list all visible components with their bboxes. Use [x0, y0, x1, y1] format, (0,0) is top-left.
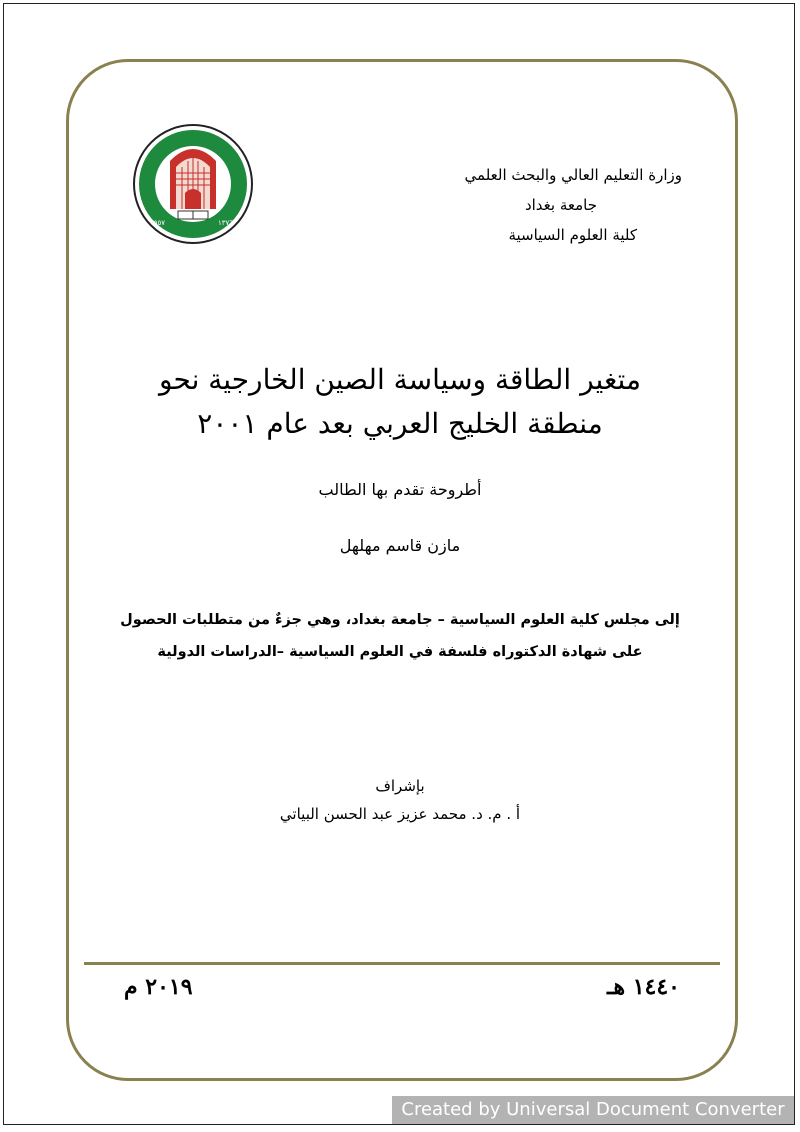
submission-statement	[110, 604, 690, 668]
seal-year-right: ١٣٧٦	[218, 219, 234, 227]
seal-year-left: ١٩٥٧	[150, 219, 166, 227]
institution-header	[322, 160, 682, 250]
supervisor-name: أ . م. د. محمد عزيز عبد الحسن البياتي	[279, 805, 521, 823]
student-name: مازن قاسم مهلهل	[339, 536, 461, 555]
gregorian-date: ٢٠١٩ م	[124, 974, 193, 1000]
thesis-title	[100, 358, 700, 446]
college-name: كلية العلوم السياسية	[508, 226, 637, 244]
supervision-block	[200, 772, 600, 828]
hijri-date: ١٤٤٠ هـ	[607, 974, 680, 1000]
footer-divider	[84, 962, 720, 965]
university-name: جامعة بغداد	[524, 196, 597, 214]
supervision-label: بإشراف	[375, 777, 425, 795]
ministry-name: وزارة التعليم العالي والبحث العلمي	[464, 166, 682, 184]
thesis-by-label: أطروحة تقدم بها الطالب	[318, 480, 482, 499]
university-seal-icon	[132, 121, 254, 247]
submission-line2: على شهادة الدكتوراه فلسفة في العلوم السياسية –الدراسات الدولية	[157, 644, 643, 660]
thesis-title-line1: متغير الطاقة وسياسة الصين الخارجية نحو	[159, 363, 641, 396]
submission-line1: إلى مجلس كلية العلوم السياسية – جامعة بغداد، وهي جزءٌ من متطلبات الحصول	[120, 612, 680, 628]
converter-watermark: Created by Universal Document Converter	[392, 1096, 794, 1124]
thesis-title-line2: منطقة الخليج العربي بعد عام ٢٠٠١	[197, 407, 603, 440]
